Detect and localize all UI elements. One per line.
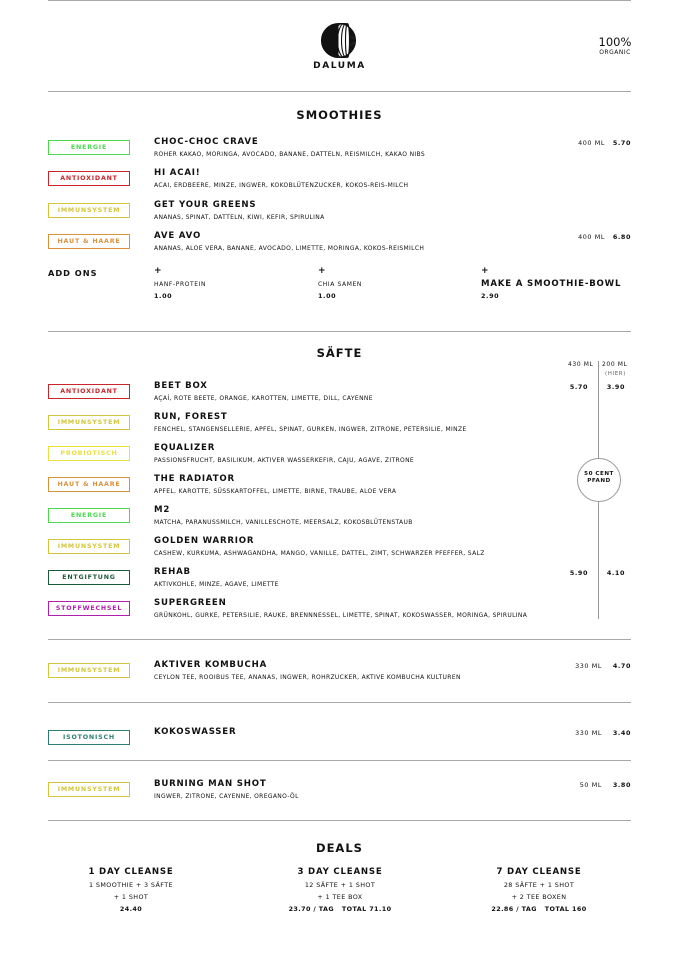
product-name: AKTIVER KOMBUCHA <box>154 660 268 670</box>
benefit-badge: ANTIOXIDANT <box>48 171 130 186</box>
smoothie-ingredients: ANANAS, SPINAT, DATTELN, KIWI, KEFIR, SPIRULINA <box>154 214 325 221</box>
daluma-logo-icon <box>320 22 357 59</box>
juice-ingredients: AKTIVKOHLE, MINZE, AGAVE, LIMETTE <box>154 581 279 588</box>
deal-contents-extra: + 1 SHOT <box>113 893 149 901</box>
juice-price-200ml: 4.10 <box>606 569 625 577</box>
deal-contents: 12 SÄFTE + 1 SHOT <box>304 881 376 889</box>
smoothie-ingredients: ACAI, ERDBEERE, MINZE, INGWER, KOKOBLÜTENZUCKER, KOKOS-REIS-MILCH <box>154 182 409 189</box>
section-title-smoothies: SMOOTHIES <box>296 108 383 122</box>
product-size: 330 ML <box>575 662 602 670</box>
addon-price: 1.00 <box>318 292 337 300</box>
benefit-badge: IMMUNSYSTEM <box>48 415 130 430</box>
benefit-badge: PROBIOTISCH <box>48 446 130 461</box>
juice-name: GOLDEN WARRIOR <box>154 536 255 546</box>
juice-name: SUPERGREEN <box>154 598 227 608</box>
product-price: 4.70 <box>612 662 631 670</box>
smoothie-name: GET YOUR GREENS <box>154 200 257 210</box>
juice-name: BEET BOX <box>154 381 208 391</box>
product-name: BURNING MAN SHOT <box>154 779 267 789</box>
benefit-badge: HAUT & HAARE <box>48 477 130 492</box>
plus-icon: + <box>318 266 326 276</box>
col-header-hier: (HIER) <box>605 371 626 377</box>
smoothie-name: AVE AVO <box>154 231 202 241</box>
benefit-badge: ENERGIE <box>48 508 130 523</box>
deal-title: 7 DAY CLEANSE <box>496 867 582 877</box>
benefit-badge: IMMUNSYSTEM <box>48 203 130 218</box>
smoothie-name: CHOC-CHOC CRAVE <box>154 137 259 147</box>
benefit-badge: ENERGIE <box>48 140 130 155</box>
product-name: KOKOSWASSER <box>154 727 237 737</box>
smoothie-price: 6.80 <box>612 233 631 241</box>
deal-price: 24.40 <box>119 905 143 913</box>
juice-price-430ml: 5.90 <box>569 569 588 577</box>
juice-price-200ml: 3.90 <box>606 383 625 391</box>
organic-percent: 100% <box>598 35 632 49</box>
pfand-circle <box>577 458 621 502</box>
brand-name: DALUMA <box>313 61 366 71</box>
deal-price: 23.70 / TAG TOTAL 71.10 <box>288 905 392 913</box>
juice-name: RUN, FOREST <box>154 412 228 422</box>
benefit-badge: IMMUNSYSTEM <box>48 782 130 797</box>
deal-contents-extra: + 2 TEE BOXEN <box>511 893 567 901</box>
addon-label: MAKE A SMOOTHIE-BOWL <box>481 279 622 289</box>
juice-ingredients: CASHEW, KURKUMA, ASHWAGANDHA, MANGO, VANILLE, DATTEL, ZIMT, SCHWARZER PFEFFER, SALZ <box>154 550 485 557</box>
divider <box>48 331 631 332</box>
col-header-430ml: 430 ML <box>568 361 594 368</box>
smoothie-price: 5.70 <box>612 139 631 147</box>
deal-contents-extra: + 1 TEE BOX <box>317 893 363 901</box>
divider <box>48 91 631 92</box>
smoothie-ingredients: ANANAS, ALOE VERA, BANANE, AVOCADO, LIMETTE, MORINGA, KOKOS-REISMILCH <box>154 245 425 252</box>
juice-ingredients: GRÜNKOHL, GURKE, PETERSILIE, RAUKE, BRENNNESSEL, LIMETTE, SPINAT, KOKOSWASSER, MORINGA, SPIRULINA <box>154 612 528 619</box>
addon-label: CHIA SAMEN <box>318 281 362 288</box>
deal-title: 1 DAY CLEANSE <box>88 867 174 877</box>
juice-ingredients: MATCHA, PARANUSSMILCH, VANILLESCHOTE, MEERSALZ, KOKOSBLÜTENSTAUB <box>154 519 413 526</box>
organic-label: ORGANIC <box>599 48 631 56</box>
juice-name: REHAB <box>154 567 191 577</box>
juice-ingredients: AÇAÍ, ROTE BEETE, ORANGE, KAROTTEN, LIMETTE, DILL, CAYENNE <box>154 395 373 402</box>
addon-price: 2.90 <box>481 292 500 300</box>
plus-icon: + <box>481 266 489 276</box>
col-header-200ml: 200 ML <box>602 361 628 368</box>
smoothie-name: HI ACAI! <box>154 168 201 178</box>
deal-price: 22.86 / TAG TOTAL 160 <box>491 905 587 913</box>
deal-contents: 28 SÄFTE + 1 SHOT <box>503 881 575 889</box>
juice-ingredients: PASSIONSFRUCHT, BASILIKUM, AKTIVER WASSERKEFIR, CAJU, AGAVE, ZITRONE <box>154 457 415 464</box>
section-title-saefte: SÄFTE <box>316 346 363 360</box>
top-divider <box>48 0 631 1</box>
product-price: 3.80 <box>612 781 631 789</box>
benefit-badge: IMMUNSYSTEM <box>48 663 130 678</box>
benefit-badge: ANTIOXIDANT <box>48 384 130 399</box>
addon-price: 1.00 <box>154 292 173 300</box>
divider <box>48 820 631 821</box>
benefit-badge: HAUT & HAARE <box>48 234 130 249</box>
smoothie-size: 400 ML <box>578 233 605 241</box>
divider <box>48 702 631 703</box>
pfand-line1: 50 CENT <box>584 471 614 477</box>
benefit-badge: STOFFWECHSEL <box>48 601 130 616</box>
deal-contents: 1 SMOOTHIE + 3 SÄFTE <box>89 881 173 889</box>
product-ingredients: INGWER, ZITRONE, CAYENNE, OREGANO-ÖL <box>154 793 299 800</box>
organic-badge <box>590 37 640 56</box>
plus-icon: + <box>154 266 162 276</box>
deal-title: 3 DAY CLEANSE <box>297 867 383 877</box>
juice-name: EQUALIZER <box>154 443 216 453</box>
juice-ingredients: FENCHEL, STANGENSELLERIE, APFEL, SPINAT, GURKEN, INGWER, ZITRONE, PETERSILIE, MINZE <box>154 426 467 433</box>
product-size: 330 ML <box>575 729 602 737</box>
product-ingredients: CEYLON TEE, ROOIBUS TEE, ANANAS, INGWER, ROHRZUCKER, AKTIVE KOMBUCHA KULTUREN <box>154 674 461 681</box>
addons-title: ADD ONS <box>48 268 98 278</box>
juice-ingredients: APFEL, KAROTTE, SÜSSKARTOFFEL, LIMETTE, BIRNE, TRAUBE, ALOE VERA <box>154 488 397 495</box>
benefit-badge: ISOTONISCH <box>48 730 130 745</box>
divider <box>48 760 631 761</box>
addon-label: HANF-PROTEIN <box>154 281 207 288</box>
product-size: 50 ML <box>579 781 602 789</box>
product-price: 3.40 <box>612 729 631 737</box>
juice-name: THE RADIATOR <box>154 474 235 484</box>
pfand-line2: PFAND <box>587 478 611 484</box>
smoothie-size: 400 ML <box>578 139 605 147</box>
divider <box>48 639 631 640</box>
benefit-badge: IMMUNSYSTEM <box>48 539 130 554</box>
juice-price-430ml: 5.70 <box>569 383 588 391</box>
section-title-deals: DEALS <box>316 841 363 855</box>
benefit-badge: ENTGIFTUNG <box>48 570 130 585</box>
smoothie-ingredients: ROHER KAKAO, MORINGA, AVOCADO, BANANE, DATTELN, REISMILCH, KAKAO NIBS <box>154 151 426 158</box>
juice-name: M2 <box>154 505 171 515</box>
